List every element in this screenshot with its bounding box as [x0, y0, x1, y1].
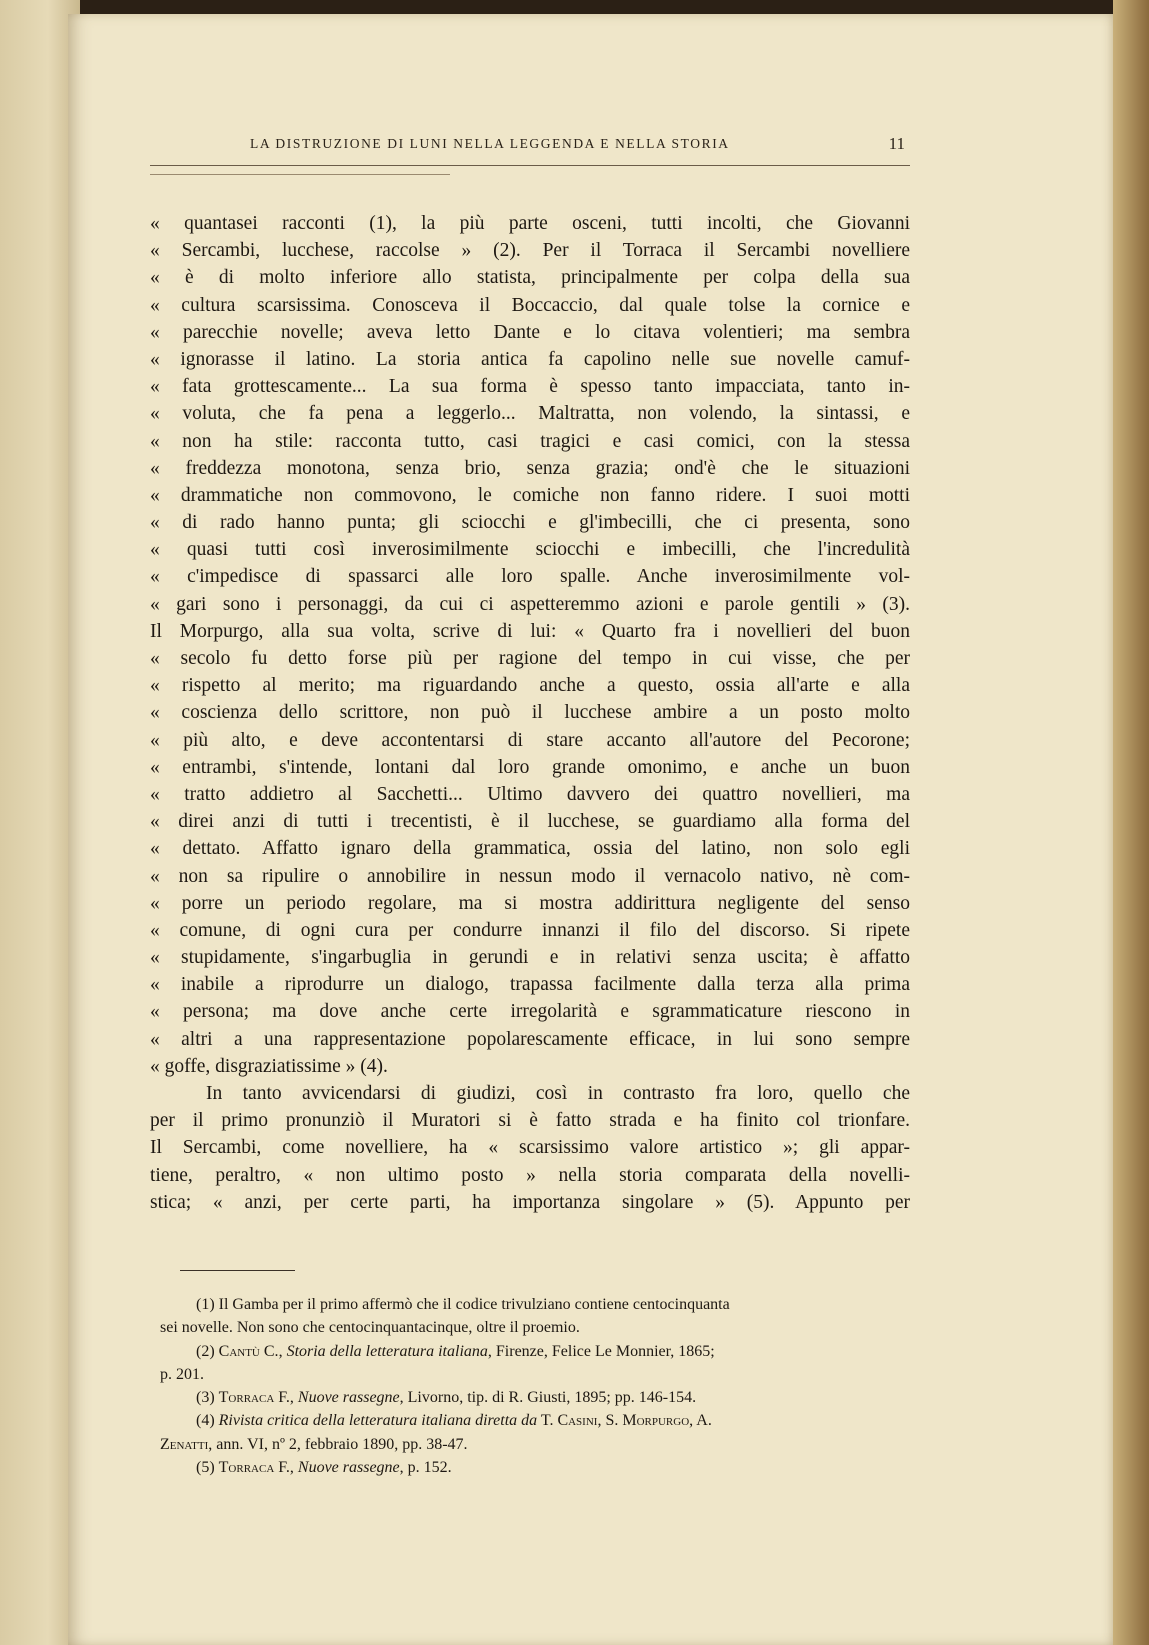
text-line: « voluta, che fa pena a leggerlo... Maltratta, non volendo, la sintassi, e: [150, 403, 910, 425]
footnote-1-cont: sei novelle. Non sono che centocinquantacinque, oltre il proemio.: [160, 1319, 580, 1337]
footnote-title: Storia della letteratura italiana: [286, 1342, 488, 1360]
text-line: « altri a una rappresentazione popolarescamente efficace, in lui sono sempre: [150, 1028, 910, 1050]
text-line: « parecchie novelle; aveva letto Dante e lo citava volentieri; ma sembra: [150, 321, 910, 343]
text-line: « più alto, e deve accontentarsi di stare accanto all'autore del Pecorone;: [150, 729, 910, 751]
text-line: « goffe, disgraziatissime » (4).: [150, 1055, 388, 1077]
text-line: « c'impedisce di spassarci alle loro spalle. Anche inverosimilmente vol-: [150, 566, 910, 588]
text-line: tiene, peraltro, « non ultimo posto » nella storia comparata della novelli-: [150, 1164, 910, 1186]
footnote-4-cont: Zenatti, ann. VI, nº 2, febbraio 1890, pp. 38-47.: [160, 1435, 468, 1453]
text-line: « drammatiche non commovono, le comiche non fanno ridere. I suoi motti: [150, 484, 910, 506]
page-edge-shadow: [1113, 0, 1149, 1645]
text-line: stica; « anzi, per certe parti, ha importanza singolare » (5). Appunto per: [150, 1191, 910, 1213]
text-line: « inabile a riprodurre un dialogo, trapassa facilmente dalla terza alla prima: [150, 974, 910, 996]
footnote-author: Cantù C.: [218, 1342, 279, 1360]
text-line: « quantasei racconti (1), la più parte osceni, tutti incolti, che Giovanni: [150, 213, 910, 234]
text-line: « gari sono i personaggi, da cui ci aspetteremmo azioni e parole gentili » (3).: [150, 593, 910, 615]
footnotes: [160, 1293, 915, 1479]
text-line: « cultura scarsissima. Conosceva il Boccaccio, dal quale tolse la cornice e: [150, 294, 910, 316]
footnote-1: (1) Il Gamba per il primo affermò che il codice trivulziano contiene centocinquanta: [196, 1296, 730, 1313]
body-text: [150, 210, 910, 1216]
footnote-3: (3) Torraca F., Nuove rassegne, Livorno, tip. di R. Giusti, 1895; pp. 146-154.: [196, 1389, 697, 1407]
text-line: « stupidamente, s'ingarbuglia in gerundi e in relativi senza uscita; è affatto: [150, 947, 910, 969]
text-line: « persona; ma dove anche certe irregolarità e sgrammaticature riescono in: [150, 1001, 910, 1023]
footnote-4: (4) Rivista critica della letteratura italiana diretta da T. Casini, S. Morpurgo, A.: [196, 1412, 712, 1430]
footnote-author: Morpurgo: [622, 1412, 690, 1430]
text-line: « ignorasse il latino. La storia antica fa capolino nelle sue novelle camuf-: [150, 348, 910, 370]
text-line: « Sercambi, lucchese, raccolse » (2). Per il Torraca il Sercambi novelliere: [150, 240, 910, 262]
footnote-2-cont: p. 201.: [160, 1365, 204, 1383]
footnote-title: Nuove rassegne: [297, 1459, 400, 1477]
text-line: « di rado hanno punta; gli sciocchi e gl'imbecilli, che ci presenta, sono: [150, 512, 910, 534]
running-title: LA DISTRUZIONE DI LUNI NELLA LEGGENDA E NELLA STORIA: [250, 136, 730, 151]
text-line: « porre un periodo regolare, ma si mostra addirittura negligente del senso: [150, 892, 910, 914]
text-line: « non sa ripulire o annobilire in nessun modo il vernacolo nativo, nè com-: [150, 865, 910, 887]
text-line: « freddezza monotona, senza brio, senza grazia; ond'è che le situazioni: [150, 457, 910, 479]
text-line: « fata grottescamente... La sua forma è spesso tanto impacciata, tanto in-: [150, 376, 910, 398]
footnote-author: Casini: [557, 1412, 598, 1430]
text-line: « non ha stile: racconta tutto, casi tragici e casi comici, con la stessa: [150, 430, 910, 452]
text-line: « entrambi, s'intende, lontani dal loro grande omonimo, e anche un buon: [150, 756, 910, 778]
footnote-5: (5) Torraca F., Nuove rassegne, p. 152.: [196, 1459, 452, 1477]
text-line: « rispetto al merito; ma riguardando anche a questo, ossia all'arte e alla: [150, 675, 910, 697]
text-line: « quasi tutti così inverosimilmente sciocchi e imbecilli, che l'incredulità: [150, 539, 910, 561]
footnote-2: (2) Cantù C., Storia della letteratura italiana, Firenze, Felice Le Monnier, 1865;: [196, 1342, 715, 1360]
text-line: per il primo pronunziò il Muratori si è fatto strada e ha finito col trionfare.: [150, 1110, 910, 1132]
text-line: « coscienza dello scrittore, non può il lucchese ambire a un posto molto: [150, 702, 910, 724]
header-rule: [150, 165, 910, 166]
footnote-title: Rivista critica della letteratura italiana diretta da: [218, 1412, 538, 1430]
footnote-author: Zenatti: [160, 1435, 209, 1453]
text-line: « secolo fu detto forse più per ragione del tempo in cui visse, che per: [150, 648, 910, 669]
text-line: Il Morpurgo, alla sua volta, scrive di lui: « Quarto fra i novellieri del buon: [150, 620, 910, 642]
text-line: « è di molto inferiore allo statista, principalmente per colpa della sua: [150, 267, 910, 289]
footnote-title: Nuove rassegne: [297, 1389, 400, 1407]
text-line: « comune, di ogni cura per condurre innanzi il filo del discorso. Si ripete: [150, 919, 910, 941]
text-line: Il Sercambi, come novelliere, ha « scarsissimo valore artistico »; gli appar-: [150, 1137, 910, 1159]
paragraph-start: In tanto avvicendarsi di giudizi, così in contrasto fra loro, quello che: [206, 1083, 910, 1104]
header-rule-secondary: [150, 174, 450, 175]
text-line: « dettato. Affatto ignaro della grammatica, ossia del latino, non solo egli: [150, 838, 910, 860]
page-number: 11: [888, 134, 905, 153]
text-line: « direi anzi di tutti i trecentisti, è il lucchese, se guardiamo alla forma del: [150, 811, 910, 833]
text-line: « tratto addietro al Sacchetti... Ultimo davvero dei quattro novellieri, ma: [150, 783, 910, 805]
footnote-separator: [180, 1270, 295, 1271]
footnote-author: Torraca F.: [218, 1389, 290, 1407]
footnote-author: Torraca F.: [218, 1459, 290, 1477]
